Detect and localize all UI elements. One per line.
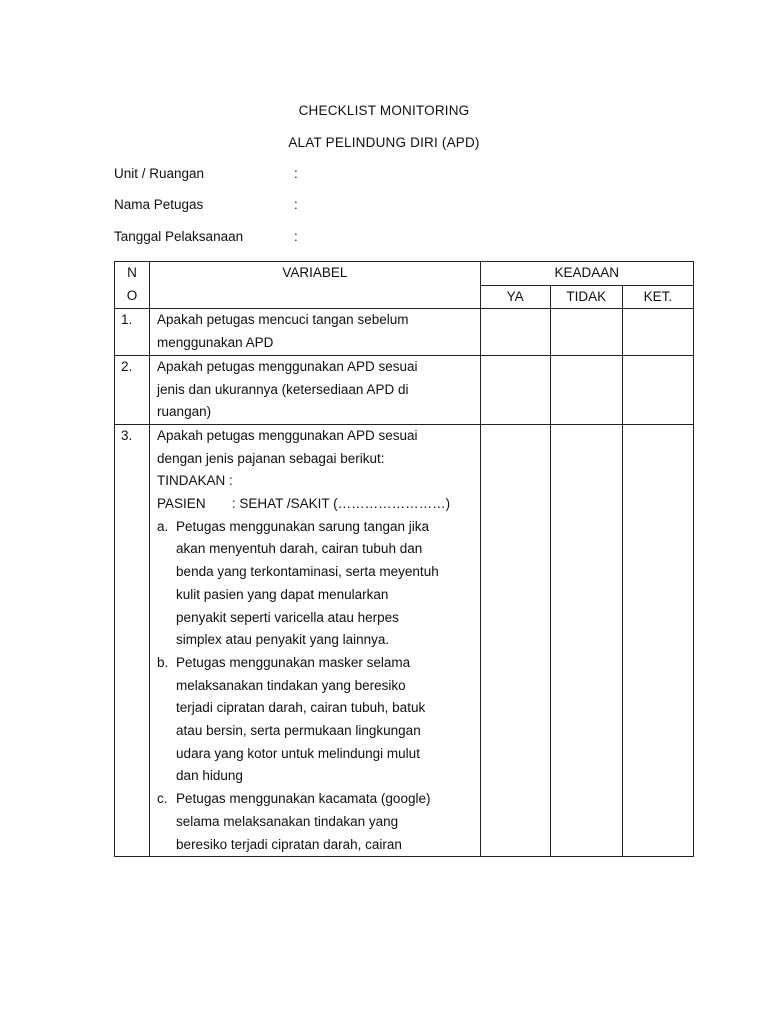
row-number: 3.: [115, 424, 150, 856]
question-line: dengan jenis pajanan sebagai berikut:: [157, 450, 385, 466]
field-nama-petugas: [114, 197, 298, 212]
header-keadaan: KEADAAN: [480, 262, 693, 286]
question-line: Apakah petugas menggunakan APD sesuai: [157, 427, 418, 443]
item-line: kulit pasien yang dapat menularkan: [176, 586, 389, 602]
header-row: [115, 262, 694, 286]
item-line: beresiko terjadi cipratan darah, cairan: [176, 836, 402, 852]
field-label: Nama Petugas: [114, 197, 204, 212]
item-line: selama melaksanakan tindakan yang: [176, 813, 399, 829]
question-line: Apakah petugas mencuci tangan sebelum: [157, 312, 409, 328]
header-ya: YA: [480, 285, 550, 309]
field-colon: :: [294, 166, 298, 181]
cell-tidak[interactable]: [550, 424, 622, 856]
row-variable: [150, 309, 481, 355]
cell-ya[interactable]: [480, 424, 550, 856]
item-line: Petugas menggunakan masker selama: [176, 654, 411, 670]
list-item: [157, 652, 474, 788]
item-line: melaksanakan tindakan yang beresiko: [176, 677, 406, 693]
list-item: [157, 516, 474, 652]
header-no-line1: N: [127, 265, 137, 280]
question-line: Apakah petugas menggunakan APD sesuai: [157, 358, 418, 374]
field-colon: :: [294, 229, 298, 244]
item-line: akan menyentuh darah, cairan tubuh dan: [176, 541, 423, 557]
cell-tidak[interactable]: [550, 309, 622, 355]
field-label: Unit / Ruangan: [114, 166, 205, 181]
field-label: Tanggal Pelaksanaan: [114, 229, 244, 244]
header-no-line2: O: [126, 287, 138, 303]
question-line: ruangan): [157, 404, 212, 420]
question-line: jenis dan ukurannya (ketersediaan APD di: [157, 381, 409, 397]
cell-tidak[interactable]: [550, 355, 622, 424]
field-unit-ruangan: [114, 166, 298, 181]
document-title: CHECKLIST MONITORING: [298, 103, 470, 118]
item-line: Petugas menggunakan sarung tangan jika: [176, 518, 429, 534]
row-variable: [150, 424, 481, 856]
item-marker: c.: [157, 791, 168, 807]
cell-ket[interactable]: [622, 424, 693, 856]
cell-ket[interactable]: [622, 309, 693, 355]
item-line: terjadi cipratan darah, cairan tubuh, batuk: [176, 700, 426, 716]
question-line: TINDAKAN :: [157, 473, 233, 489]
checklist-table: [114, 261, 694, 857]
row-number: 2.: [115, 355, 150, 424]
header-tidak: TIDAK: [550, 285, 622, 309]
table-row: [115, 424, 694, 856]
cell-ya[interactable]: [480, 309, 550, 355]
header-variabel: VARIABEL: [150, 262, 481, 309]
item-line: penyakit seperti varicella atau herpes: [176, 609, 399, 625]
header-ket: KET.: [622, 285, 693, 309]
document-subtitle: ALAT PELINDUNG DIRI (APD): [288, 135, 480, 150]
table-row: [115, 355, 694, 424]
item-line: simplex atau penyakit yang lainnya.: [176, 632, 390, 648]
item-marker: b.: [157, 654, 169, 670]
field-colon: :: [294, 197, 298, 212]
item-marker: a.: [157, 518, 169, 534]
row-number: 1.: [115, 309, 150, 355]
list-item: [157, 788, 474, 856]
question-line: menggunakan APD: [157, 335, 274, 351]
item-line: dan hidung: [176, 768, 243, 784]
header-no: [115, 262, 150, 309]
item-line: benda yang terkontaminasi, serta meyentuh: [176, 564, 439, 580]
cell-ket[interactable]: [622, 355, 693, 424]
row-variable: [150, 355, 481, 424]
table-row: [115, 309, 694, 355]
item-line: udara yang kotor untuk melindungi mulut: [176, 745, 420, 761]
cell-ya[interactable]: [480, 355, 550, 424]
item-line: atau bersin, serta permukaan lingkungan: [176, 723, 421, 739]
field-tanggal-pelaksanaan: [114, 229, 298, 244]
question-line: PASIEN : SEHAT /SAKIT (……………………): [157, 496, 451, 512]
item-line: Petugas menggunakan kacamata (google): [176, 791, 431, 807]
